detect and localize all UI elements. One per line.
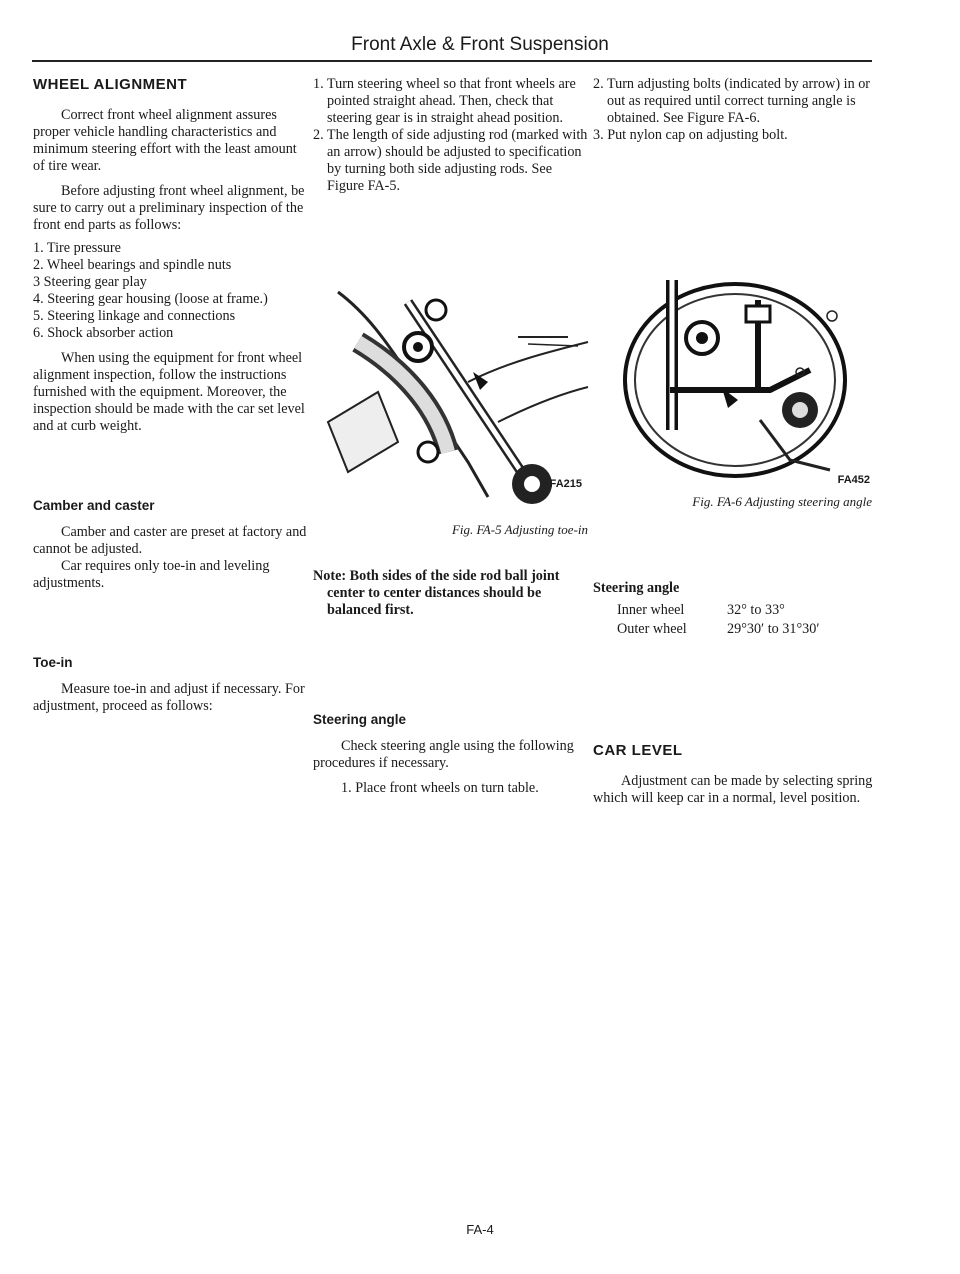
table-row [617,601,819,620]
inspection-list [33,240,309,342]
section-heading-wheel-alignment: WHEEL ALIGNMENT [33,76,188,93]
figure-fa5 [318,282,592,507]
steering-steps [593,76,873,144]
figure-caption: Fig. FA-6 Adjusting steering angle [692,494,872,509]
figure-fa6 [610,270,872,485]
page-header: Front Axle & Front Suspension [351,34,609,55]
column-middle-lower [313,568,589,797]
figure-label: FA452 [837,474,870,486]
column-middle [313,76,589,195]
spec-value: 29°30′ to 31°30′ [727,621,820,637]
list-item: 2. Wheel bearings and spindle nuts [33,257,232,273]
column-right-lower [593,580,873,639]
toe-in-illustration [318,282,592,507]
paragraph: 1. Place front wheels on turn table. [341,780,539,796]
paragraph: Correct front wheel alignment assures proper vehicle handling characteristics and minimum steering effort with the least amount of tire wear. [33,107,297,174]
spec-title: Steering angle [593,580,680,596]
paragraph: Camber and caster are preset at factory and cannot be adjusted. [33,524,307,557]
list-item: 1. Tire pressure [33,240,121,256]
paragraph: Adjustment can be made by selecting spring which will keep car in a normal, level position. [593,773,873,806]
list-item: 3 Steering gear play [33,274,147,290]
column-right-car-level [593,742,873,807]
list-item: 4. Steering gear housing (loose at frame.) [33,291,268,307]
list-item: 5. Steering linkage and connections [33,308,236,324]
section-heading-camber-caster: Camber and caster [33,498,155,513]
column-right [593,76,873,144]
header-rule [32,60,872,62]
section-heading-steering-angle: Steering angle [313,712,407,727]
spec-label: Inner wheel [617,602,685,618]
paragraph: Car requires only toe-in and leveling adjustments. [33,558,270,591]
steering-angle-illustration [610,270,872,485]
list-item: 2. Turn adjusting bolts (indicated by arrow) in or out as required until correct turning angle is obtained. See Figure FA-6. [593,76,871,126]
page-number: FA-4 [466,1222,494,1237]
figure-label: FA215 [549,478,582,490]
paragraph: Before adjusting front wheel alignment, be sure to carry out a preliminary inspection of the front end parts as follows: [33,183,305,233]
table-row [617,620,819,639]
section-heading-car-level: CAR LEVEL [593,742,683,759]
paragraph: Measure toe-in and adjust if necessary. For adjustment, proceed as follows: [33,681,305,714]
paragraph: Check steering angle using the following procedures if necessary. [313,738,574,771]
toe-in-steps [313,76,589,195]
spec-value: 32° to 33° [727,602,785,618]
spec-label: Outer wheel [617,621,687,637]
list-item: 1. Turn steering wheel so that front wheels are pointed straight ahead. Then, check that steering gear is in straight ahead position. [313,76,576,126]
list-item: 3. Put nylon cap on adjusting bolt. [593,127,788,143]
column-left [33,76,309,715]
steering-angle-spec [617,601,819,639]
section-heading-toe-in: Toe-in [33,655,73,670]
list-item: 6. Shock absorber action [33,325,174,341]
list-item: 2. The length of side adjusting rod (marked with an arrow) should be adjusted to specification by turning both side adjusting rods. See Figure FA-5. [313,127,588,194]
note: Note: Both sides of the side rod ball joint center to center distances should be balanced first. [313,568,560,618]
paragraph: When using the equipment for front wheel alignment inspection, follow the instructions furnished with the equipment. Moreover, the inspection should be made with the car set level and at curb weight. [33,350,305,434]
figure-caption: Fig. FA-5 Adjusting toe-in [451,522,588,537]
